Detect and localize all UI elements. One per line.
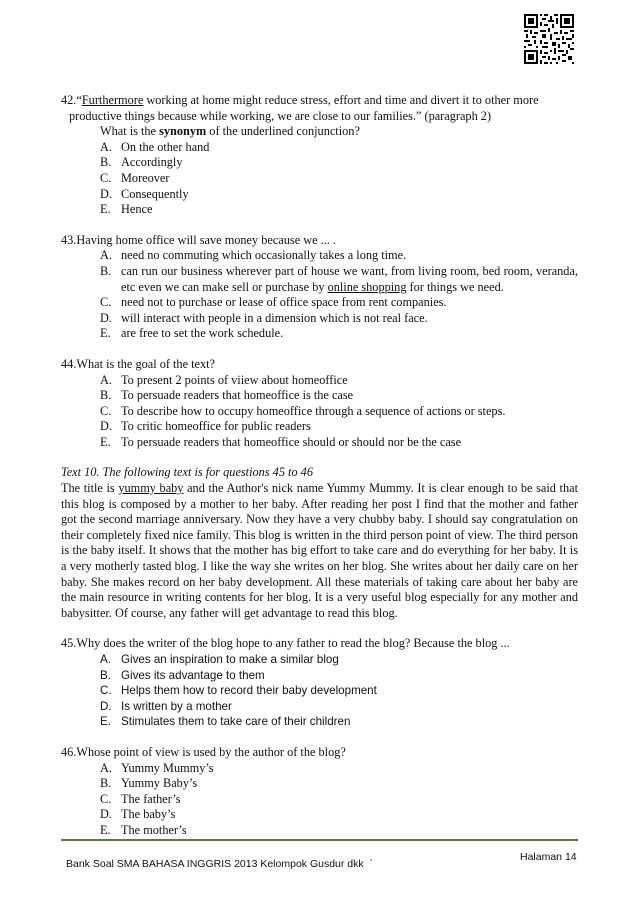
footer-mark: `: [369, 858, 373, 870]
option-d: D. To critic homeoffice for public readers: [100, 419, 311, 434]
option-e: E. are free to set the work schedule.: [100, 326, 284, 341]
option-a: A. To present 2 points of viiew about homeoffice: [100, 372, 348, 387]
qr-code-icon: [524, 14, 574, 64]
option-a: A. Gives an inspiration to make a similar blog: [100, 653, 339, 666]
option-b: B. Gives its advantage to them: [100, 668, 265, 682]
option-e: E. Stimulates them to take care of their children: [100, 715, 351, 729]
question-number: 43.: [61, 232, 77, 247]
question-46: [61, 745, 578, 839]
underlined-term: online shopping: [327, 279, 407, 294]
question-44: [61, 357, 578, 451]
question-45: [61, 636, 578, 730]
option-d: D. The baby’s: [100, 807, 176, 822]
option-a: A. On the other hand: [100, 139, 210, 154]
question-43: [61, 233, 578, 342]
question-text: What is the goal of the text?: [76, 356, 216, 371]
option-e: E. Hence: [100, 202, 153, 217]
option-e: E. To persuade readers that homeoffice should or should nor be the case: [100, 434, 462, 449]
question-quote-open: “: [76, 93, 82, 107]
answer-options: [61, 761, 578, 839]
option-e: E. The mother’s: [100, 822, 187, 837]
question-number: 44.: [61, 356, 77, 371]
option-c: C. The father’s: [100, 791, 181, 806]
footer-source: Bank Soal SMA BAHASA INGGRIS 2013 Kelompok Gusdur dkk `: [66, 858, 373, 870]
question-42: [61, 93, 578, 218]
question-text: working at home might reduce stress, effort and time and divert it to other more: [143, 93, 539, 107]
answer-options: [61, 652, 578, 730]
option-d: D. Is written by a mother: [100, 699, 232, 713]
option-c: C. Moreover: [100, 170, 170, 185]
option-d: D. Consequently: [100, 186, 189, 201]
page-number: Halaman 14: [520, 851, 577, 863]
option-c: C. Helps them how to record their baby development: [100, 684, 377, 698]
question-number: 42.: [61, 93, 77, 107]
worksheet-content: [61, 93, 578, 839]
footer-divider: [61, 839, 578, 841]
answer-options: [61, 373, 578, 451]
option-c: C. To describe how to occupy homeoffice through a sequence of actions or steps.: [100, 403, 506, 418]
question-text-continued: productive things because while working, we are close to our families.” (paragraph 2): [69, 108, 492, 123]
question-text: Whose point of view is used by the author of the blog?: [76, 744, 346, 759]
option-c: C. need not to purchase or lease of office space from rent companies.: [100, 295, 447, 310]
question-text: Why does the writer of the blog hope to any father to read the blog? Because the blog ...: [76, 636, 510, 651]
option-a: A. Yummy Mummy’s: [100, 760, 214, 775]
keyword-synonym: synonym: [159, 124, 207, 139]
question-number: 46.: [61, 744, 77, 759]
reading-text-10: [61, 465, 578, 621]
text-paragraph: The title is yummy baby and the Author's nick name Yummy Mummy. It is clear enough to be said that this blog is composed by a mother to her baby. After reading her post I find that the mother and father got the second marriage anniversary. Now they have a very chubby baby. I should say congratulation on their completely fixed nice family. This blog is written in the third person point of view. The third person is the baby itself. It shows that the mother has big effort to take care and do everything for her baby. It is a very motherly tasted blog. I like the way she writes on her blog. She writes about her daily care on her baby. She makes record on her baby development. All these materials of taking care about her baby are the main resource in writing contents for her blog. It is a very useful blog especially for any mother and babysitter. Of course, any father will get advantage to read this blog.: [61, 481, 578, 620]
underlined-conjunction: Furthermore: [81, 93, 144, 107]
underlined-title: yummy baby: [118, 481, 184, 496]
question-text: Having home office will save money because we ... .: [76, 232, 337, 247]
option-d: D. will interact with people in a dimension which is not real face.: [100, 310, 428, 325]
question-number: 45.: [61, 636, 77, 651]
answer-options: [61, 248, 578, 342]
option-b: B. Yummy Baby’s: [100, 776, 198, 791]
answer-options: [61, 140, 578, 218]
text-heading: Text 10. The following text is for questions 45 to 46: [61, 465, 313, 480]
option-b: B. Accordingly: [100, 155, 183, 170]
question-prompt: What is the synonym of the underlined conjunction?: [100, 124, 360, 139]
option-b: B. To persuade readers that homeoffice is the case: [100, 388, 354, 403]
option-b: B. can run our business wherever part of house we want, from living room, bed room, veranda, etc even we can make sell or purchase by online shopping for things we need.: [100, 263, 578, 294]
option-a: A. need no commuting which occasionally takes a long time.: [100, 248, 407, 263]
